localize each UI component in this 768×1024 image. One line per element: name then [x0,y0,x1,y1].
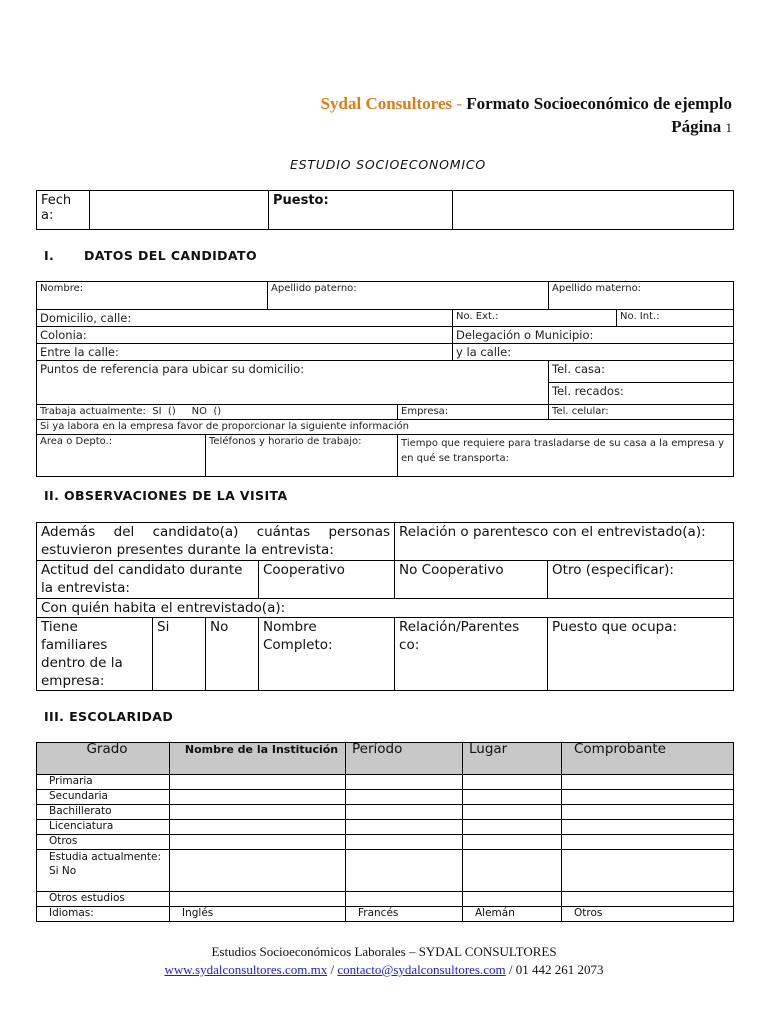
cell[interactable] [346,790,463,805]
row-label-otros-estudios: Otros estudios [37,892,170,907]
footer-phone: / 01 442 261 2073 [505,962,604,977]
row-label-licenciatura: Licenciatura [37,820,170,835]
tiene-familiares-label: Tiene familiares dentro de la empresa: [37,618,153,691]
row-label-otros: Otros [37,835,170,850]
table-row [37,835,734,850]
section-1-number: I. [44,248,55,263]
cell[interactable] [463,850,562,892]
delegacion-field[interactable]: Delegación o Municipio: [453,327,734,344]
cell[interactable] [170,835,346,850]
cell[interactable] [562,835,734,850]
no-option[interactable]: No [206,618,259,691]
idioma-ingles[interactable]: Inglés [170,907,346,922]
section-1-heading [44,248,257,263]
header-periodo: Período [346,743,463,775]
cell[interactable] [562,850,734,892]
footer-separator: / [327,962,338,977]
cell[interactable] [346,820,463,835]
visit-observations-table [36,522,734,691]
area-depto-field[interactable]: Area o Depto.: [37,435,206,477]
candidate-data-table [36,281,734,477]
section-3-number: III. [44,709,65,724]
cell[interactable] [346,850,463,892]
row-label-secundaria: Secundaria [37,790,170,805]
relacion-parentesco-2-field[interactable]: Relación/Parentes co: [395,618,548,691]
si-option[interactable]: Si [153,618,206,691]
no-int-field[interactable]: No. Int.: [617,310,734,327]
entre-calle-field[interactable]: Entre la calle: [37,344,453,361]
schooling-table [36,742,734,922]
tiempo-traslado-field[interactable]: Tiempo que requiere para trasladarse de su casa a la empresa y en qué se transporta: [398,435,734,477]
cell[interactable] [562,892,734,907]
document-header [321,94,732,114]
cell[interactable] [170,790,346,805]
cell[interactable] [463,820,562,835]
page-label: Página [671,117,722,136]
cell[interactable] [463,805,562,820]
table-row [37,907,734,922]
table-row [37,892,734,907]
row-label-bachillerato: Bachillerato [37,805,170,820]
ademas-candidato-field[interactable]: Además del candidato(a) cuántas personas estuvieron presentes durante la entrevista: [37,523,395,561]
puesto-field[interactable] [453,191,734,230]
fecha-puesto-table [36,190,734,230]
relacion-parentesco-field[interactable]: Relación o parentesco con el entrevistado(a): [395,523,734,561]
tel-celular-field[interactable]: Tel. celular: [549,405,734,420]
cell[interactable] [463,790,562,805]
table-row [37,790,734,805]
header-separator: - [452,94,467,113]
otro-especificar-option[interactable]: Otro (especificar): [548,561,734,599]
section-2-title: OBSERVACIONES DE LA VISITA [64,488,288,503]
trabaja-actualmente-field[interactable]: Trabaja actualmente: SI () NO () [37,405,398,420]
table-row [37,820,734,835]
domicilio-field[interactable]: Domicilio, calle: [37,310,453,327]
cell[interactable] [562,820,734,835]
puesto-ocupa-field[interactable]: Puesto que ocupa: [548,618,734,691]
table-row [37,775,734,790]
idioma-otros[interactable]: Otros [562,907,734,922]
header-comprobante: Comprobante [562,743,734,775]
cell[interactable] [346,892,463,907]
page-indicator [671,117,732,137]
idiomas-label: Idiomas: [37,907,170,922]
cell[interactable] [170,850,346,892]
nombre-completo-field[interactable]: Nombre Completo: [259,618,395,691]
empresa-field[interactable]: Empresa: [398,405,549,420]
colonia-field[interactable]: Colonia: [37,327,453,344]
header-grado: Grado [37,743,170,775]
page-number: 1 [725,120,732,135]
section-3-heading [44,709,173,724]
cell[interactable] [463,892,562,907]
table-row [37,805,734,820]
con-quien-habita-field[interactable]: Con quién habita el entrevistado(a): [37,599,734,618]
no-cooperativo-option[interactable]: No Cooperativo [395,561,548,599]
header-lugar: Lugar [463,743,562,775]
actitud-label: Actitud del candidato durante la entrevista: [37,561,259,599]
cell[interactable] [170,892,346,907]
table-row [37,850,734,892]
row-label-primaria: Primaria [37,775,170,790]
header-title: Formato Socioeconómico de ejemplo [466,94,732,113]
section-2-heading [44,488,288,503]
cell[interactable] [346,835,463,850]
footer-company-line: Estudios Socioeconómicos Laborales – SYDAL CONSULTORES [211,944,557,959]
no-ext-field[interactable]: No. Ext.: [453,310,617,327]
tel-recados-field[interactable]: Tel. recados: [549,383,734,405]
website-link[interactable]: www.sydalconsultores.com.mx [164,962,328,977]
cell[interactable] [346,805,463,820]
document-title: ESTUDIO SOCIOECONOMICO [289,157,487,172]
email-link[interactable]: contacto@sydalconsultores.com [337,962,506,977]
cell[interactable] [346,775,463,790]
cell[interactable] [562,790,734,805]
cell[interactable] [463,835,562,850]
cell[interactable] [170,820,346,835]
row-label-estudia-actualmente: Estudia actualmente: Si No [37,850,170,892]
idioma-frances[interactable]: Francés [346,907,463,922]
cooperativo-option[interactable]: Cooperativo [259,561,395,599]
section-1-title: DATOS DEL CANDIDATO [84,248,257,263]
section-2-number: II. [44,488,60,503]
y-calle-field[interactable]: y la calle: [453,344,734,361]
cell[interactable] [170,805,346,820]
fecha-field[interactable] [90,191,269,230]
cell[interactable] [562,805,734,820]
puntos-referencia-field[interactable]: Puntos de referencia para ubicar su domicilio: [37,361,549,405]
apellido-materno-field[interactable]: Apellido materno: [549,282,734,310]
cell[interactable] [562,775,734,790]
tel-casa-field[interactable]: Tel. casa: [549,361,734,383]
nombre-field[interactable]: Nombre: [37,282,268,310]
idioma-aleman[interactable]: Alemán [463,907,562,922]
brand-name: Sydal Consultores [320,94,453,113]
cell[interactable] [170,775,346,790]
puesto-label: Puesto: [269,191,453,230]
cell[interactable] [463,775,562,790]
section-3-title: ESCOLARIDAD [69,709,174,724]
si-labora-note: Si ya labora en la empresa favor de proporcionar la siguiente información [37,420,734,435]
header-institucion: Nombre de la Institución [170,743,346,775]
fecha-label: Fech a: [37,191,90,230]
footer-contact-line [0,962,768,978]
apellido-paterno-field[interactable]: Apellido paterno: [268,282,549,310]
telefonos-horario-field[interactable]: Teléfonos y horario de trabajo: [206,435,398,477]
